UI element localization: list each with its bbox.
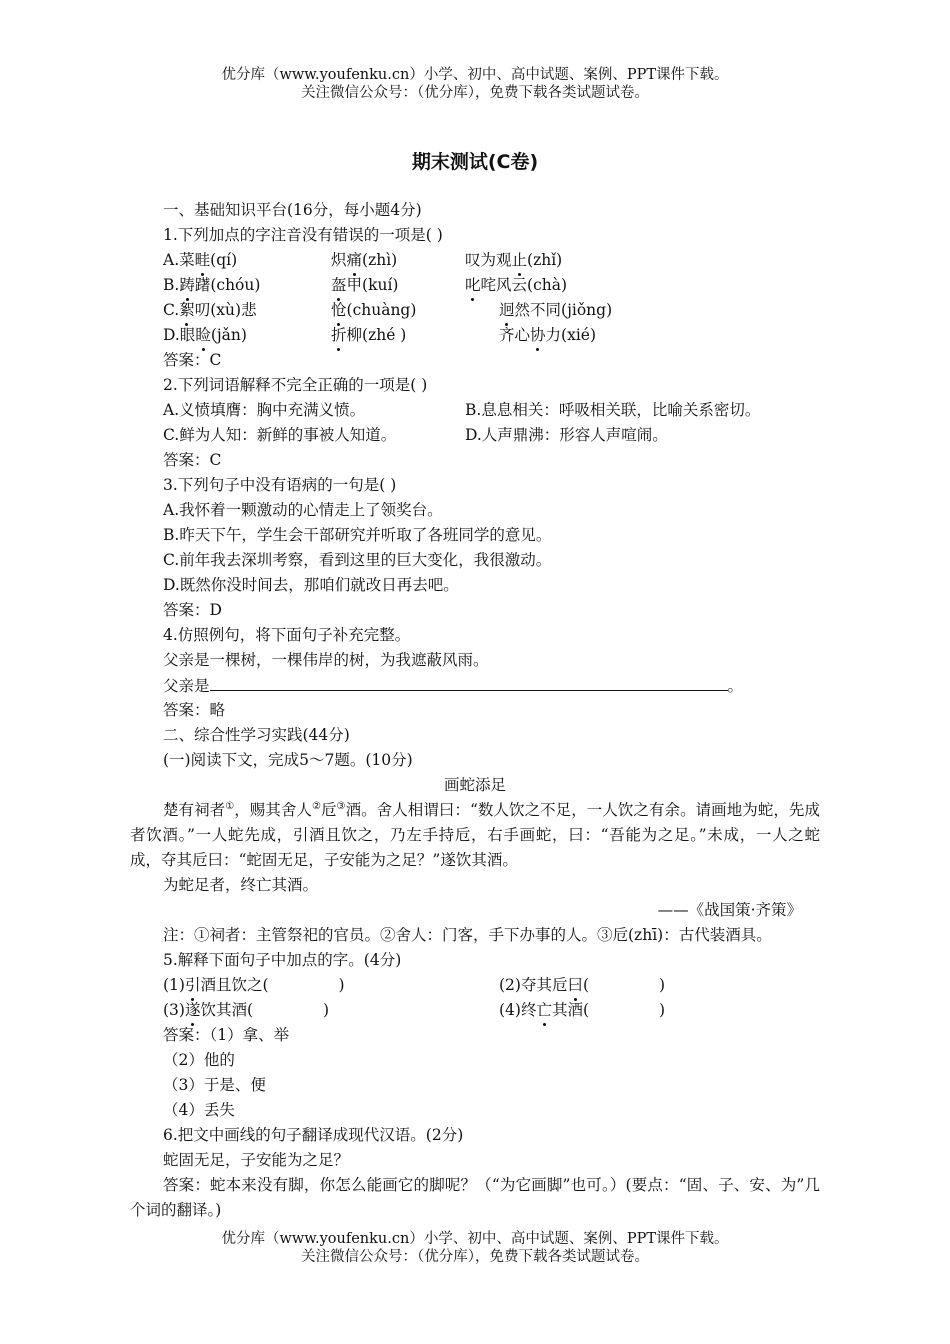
section-2-heading: 二、综合性学习实践(44分): [163, 726, 350, 744]
passage-paragraph-1: 楚有祠者①，赐其舍人②卮③酒。舍人相谓曰：“数人饮之不足，一人饮之有余。请画地为蛇，先成者饮酒。”一人蛇先成，引酒且饮之，乃左手持卮，右手画蛇，曰：“吾能为之足。”未成，一人之蛇成，夺其卮曰：“蛇固无足，子安能为之足？”遂饮其酒。: [130, 800, 820, 869]
page-title: 期末测试(C卷): [411, 151, 539, 173]
q1-stem: 1.下列加点的字注音没有错误的一项是( ): [163, 226, 443, 244]
q5-answer-4: （4）丢失: [163, 1101, 235, 1119]
q5-item-3: (3)遂饮其酒( ): [163, 998, 499, 1023]
q1-c-2: 怆(chuàng): [331, 298, 499, 323]
q1-b-1: B.踌躇(chóu): [163, 273, 331, 298]
q3-option-c: C.前年我去深圳考察，看到这里的巨大变化，我很激动。: [163, 551, 552, 569]
q1-d-3: 齐心协力(xié): [499, 323, 596, 348]
q1-a-3: 叹为观止(zhǐ): [465, 248, 562, 273]
header-line-2: 关注微信公众号：（优分库），免费下载各类试题试卷。: [301, 85, 649, 101]
q2-option-d: D.人声鼎沸：形容人声喧闹。: [465, 426, 668, 444]
q1-d-1: D.眼睑(jǎn): [163, 323, 331, 348]
page-footer: [0, 1230, 950, 1266]
q6-answer: 答案：蛇本来没有脚，你怎么能画它的脚呢？（“为它画脚”也可。）(要点：“固、子、安、为”几个词的翻译。): [130, 1176, 820, 1219]
q2-option-c: C.鲜为人知：新鲜的事被人知道。: [163, 426, 397, 444]
q3-option-a: A.我怀着一颗激动的心情走上了领奖台。: [163, 501, 443, 519]
q5-stem: 5.解释下面句子中加点的字。(4分): [163, 951, 402, 969]
q4-example: 父亲是一棵树，一棵伟岸的树，为我遮蔽风雨。: [163, 651, 489, 669]
footer-line-1: 优分库（www.youfenku.cn）小学、初中、高中试题、案例、PPT课件下载。: [221, 1231, 729, 1247]
q4-stem: 4.仿照例句，将下面句子补充完整。: [163, 626, 411, 644]
passage-notes: 注：①祠者：主管祭祀的官员。②舍人：门客，手下办事的人。③卮(zhī)：古代装酒具。: [163, 926, 772, 944]
footer-line-2: 关注微信公众号：（优分库），免费下载各类试题试卷。: [301, 1249, 649, 1265]
q1-d-2: 折柳(zhé ): [331, 323, 499, 348]
passage-title: 画蛇添足: [443, 776, 506, 794]
reading-instruction: (一)阅读下文，完成5～7题。(10分): [163, 751, 413, 769]
q5-answer-2: （2）他的: [163, 1051, 235, 1069]
q3-option-d: D.既然你没时间去，那咱们就改日再去吧。: [163, 576, 459, 594]
passage-paragraph-2: 为蛇足者，终亡其酒。: [163, 876, 319, 894]
q2-stem: 2.下列词语解释不完全正确的一项是( ): [163, 376, 428, 394]
q1-row-c: [130, 298, 820, 323]
q1-row-d: [130, 323, 820, 348]
section-1-heading: 一、基础知识平台(16分，每小题4分): [163, 201, 422, 219]
q2-row-2: [130, 423, 820, 448]
q5-answer-1: 答案：（1）拿、举: [163, 1026, 290, 1044]
q1-b-2: 盔甲(kuí): [331, 273, 465, 298]
page-header: [0, 66, 950, 102]
q5-row-2: [130, 998, 820, 1023]
q5-item-4: (4)终亡其酒( ): [499, 998, 665, 1023]
q4-answer: 答案：略: [163, 701, 226, 719]
q1-c-1: C.絮叨(xù)悲: [163, 298, 331, 323]
q6-stem: 6.把文中画线的句子翻译成现代汉语。(2分): [163, 1126, 464, 1144]
q1-b-3: 叱咤风云(chà): [465, 273, 567, 298]
q2-answer: 答案：C: [163, 451, 222, 469]
q5-item-1: (1)引酒且饮之( ): [163, 973, 499, 998]
q1-answer: 答案：C: [163, 351, 222, 369]
q2-row-1: [130, 398, 820, 423]
q1-c-3: 迥然不同(jiǒng): [499, 298, 612, 323]
q2-option-a: A.义愤填膺：胸中充满义愤。: [163, 401, 366, 419]
passage-source: ——《战国策·齐策》: [657, 901, 802, 919]
q1-a-1: A.菜畦(qí): [163, 248, 331, 273]
q3-stem: 3.下列句子中没有语病的一句是( ): [163, 476, 397, 494]
q1-row-a: [130, 248, 820, 273]
document-body: [130, 148, 820, 1223]
q4-fill-line: 父亲是 。: [130, 673, 820, 698]
header-line-1: 优分库（www.youfenku.cn）小学、初中、高中试题、案例、PPT课件下载。: [221, 67, 729, 83]
q1-row-b: [130, 273, 820, 298]
q5-item-2: (2)夺其卮曰( ): [499, 973, 665, 998]
q4-blank-line: [210, 673, 728, 691]
q3-option-b: B.昨天下午，学生会干部研究并听取了各班同学的意见。: [163, 526, 552, 544]
q1-a-2: 炽痛(zhì): [331, 248, 465, 273]
q5-row-1: [130, 973, 820, 998]
q3-answer: 答案：D: [163, 601, 222, 619]
q6-sentence: 蛇固无足，子安能为之足？: [163, 1151, 350, 1169]
q2-option-b: B.息息相关：呼吸相关联，比喻关系密切。: [465, 401, 761, 419]
q5-answer-3: （3）于是、便: [163, 1076, 266, 1094]
